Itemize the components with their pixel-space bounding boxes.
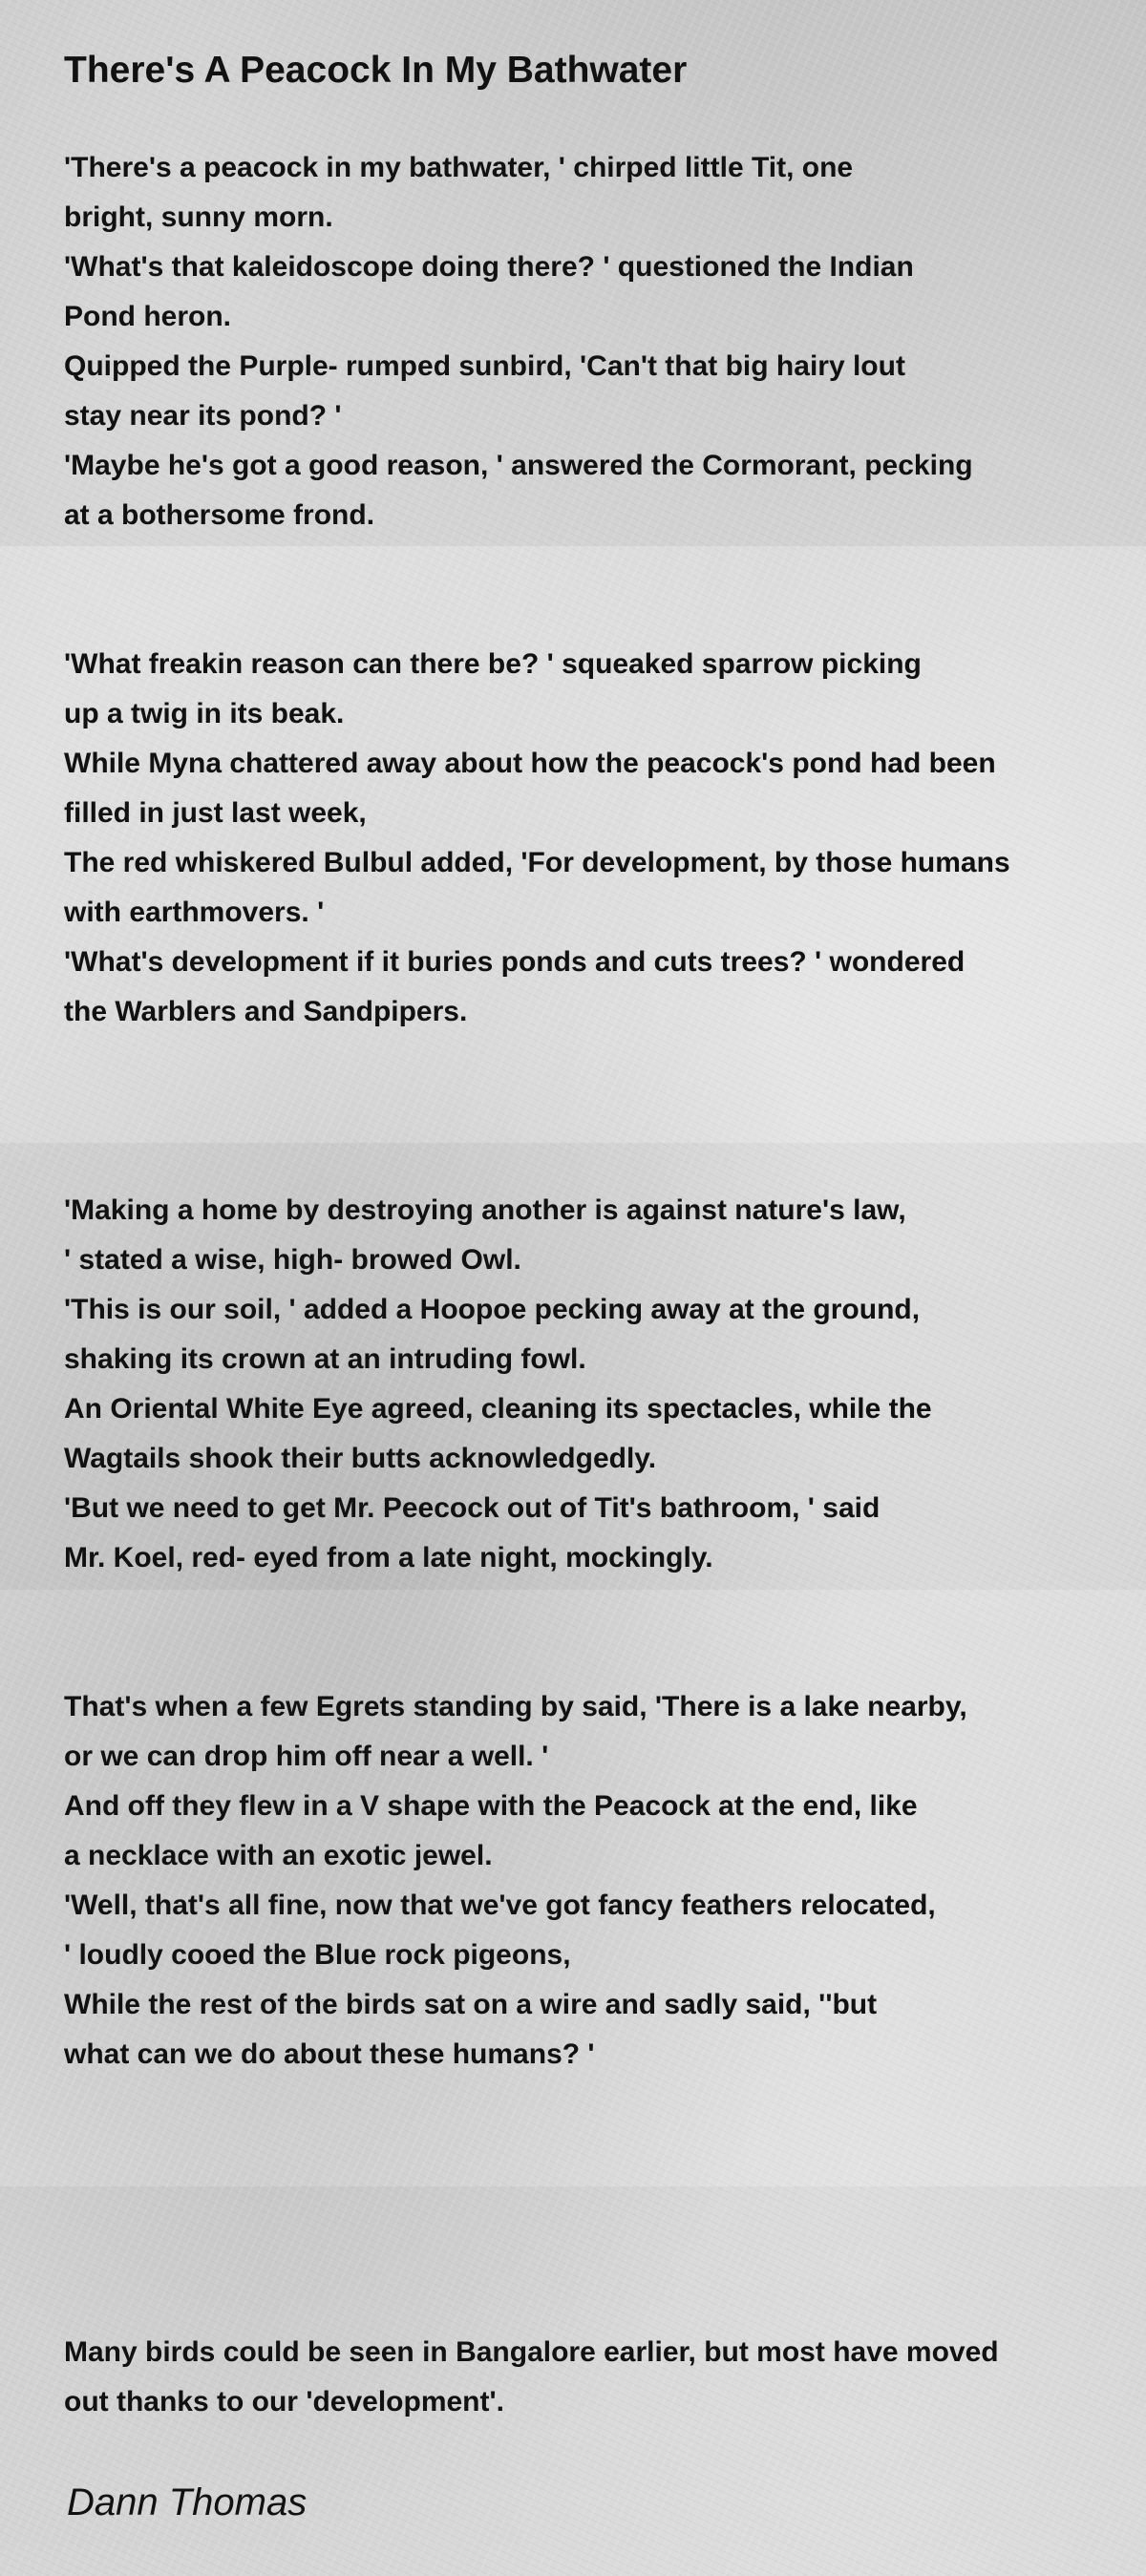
poem-line: a necklace with an exotic jewel.	[64, 1840, 493, 1871]
poem-line: The red whiskered Bulbul added, 'For development, by those humans	[64, 847, 1010, 878]
poem-author: Dann Thomas	[67, 2481, 308, 2523]
poem-line: what can we do about these humans? '	[64, 2038, 595, 2070]
poem-line: up a twig in its beak.	[64, 698, 345, 729]
stanza-5	[64, 2328, 1114, 2427]
poem-line: While Myna chattered away about how the peacock's pond had been	[64, 748, 996, 779]
poem-line: 'What's development if it buries ponds and cuts trees? ' wondered	[64, 946, 966, 978]
stanza-4	[64, 1682, 1114, 2080]
poem-line: filled in just last week,	[64, 797, 367, 829]
poem-line: Pond heron.	[64, 301, 231, 332]
poem-line: with earthmovers. '	[64, 897, 325, 928]
poem-line: That's when a few Egrets standing by said, 'There is a lake nearby,	[64, 1691, 967, 1722]
poem-line: 'Well, that's all fine, now that we've got fancy feathers relocated,	[64, 1890, 936, 1921]
poem-line: 'What freakin reason can there be? ' squeaked sparrow picking	[64, 648, 922, 680]
poem-line: stay near its pond? '	[64, 400, 342, 432]
stanza-2	[64, 640, 1114, 1037]
poem-line: While the rest of the birds sat on a wire and sadly said, ''but	[64, 1989, 878, 2020]
poem-line: Quipped the Purple- rumped sunbird, 'Can't that big hairy lout	[64, 350, 905, 382]
poem-title: There's A Peacock In My Bathwater	[64, 50, 688, 91]
poem-line: bright, sunny morn.	[64, 201, 333, 233]
poem-line: 'What's that kaleidoscope doing there? ' questioned the Indian	[64, 251, 914, 283]
poem-line: 'But we need to get Mr. Peecock out of Tit's bathroom, ' said	[64, 1492, 881, 1524]
poem-line: An Oriental White Eye agreed, cleaning its spectacles, while the	[64, 1393, 932, 1425]
poem-line: out thanks to our 'development'.	[64, 2386, 504, 2418]
stanza-1	[64, 143, 1114, 540]
poem-line: Many birds could be seen in Bangalore earlier, but most have moved	[64, 2336, 999, 2368]
poem-line: shaking its crown at an intruding fowl.	[64, 1343, 586, 1375]
poem-line: the Warblers and Sandpipers.	[64, 996, 468, 1027]
poem-line: And off they flew in a V shape with the Peacock at the end, like	[64, 1790, 918, 1822]
poem-line: ' loudly cooed the Blue rock pigeons,	[64, 1939, 571, 1971]
poem-line: 'Making a home by destroying another is against nature's law,	[64, 1194, 906, 1226]
poem-line: or we can drop him off near a well. '	[64, 1741, 549, 1772]
poem-line: at a bothersome frond.	[64, 499, 375, 531]
poem-line: Wagtails shook their butts acknowledgedly.	[64, 1443, 657, 1474]
poem-line: 'Maybe he's got a good reason, ' answered the Cormorant, pecking	[64, 450, 973, 481]
poem-line: ' stated a wise, high- browed Owl.	[64, 1244, 521, 1276]
poem-line: Mr. Koel, red- eyed from a late night, mockingly.	[64, 1542, 713, 1573]
stanza-3	[64, 1186, 1114, 1583]
poem-line: 'There's a peacock in my bathwater, ' chirped little Tit, one	[64, 152, 854, 183]
poem-line: 'This is our soil, ' added a Hoopoe pecking away at the ground,	[64, 1294, 921, 1325]
